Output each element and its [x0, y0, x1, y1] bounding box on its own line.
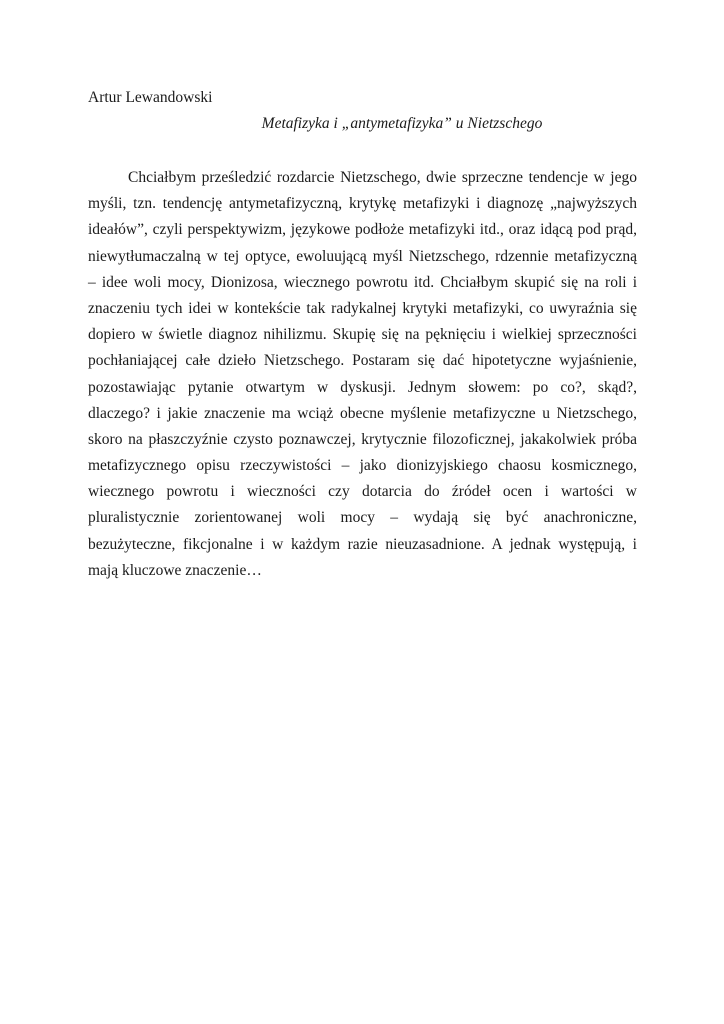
paragraph-line: metafizycznego opisu rzeczywistości – jako dionizyjskiego chaosu kosmicznego, [88, 457, 637, 475]
paragraph-line: skoro na płaszczyźnie czysto poznawczej, krytycznie filozoficznej, jakakolwiek próba [88, 430, 637, 448]
paragraph-line: pluralistycznie zorientowanej woli mocy – wydają się być anachroniczne, [88, 509, 637, 527]
paragraph-line: znaczeniu tych idei w kontekście tak radykalnej krytyki metafizyki, co uwyraźnia się [88, 299, 637, 317]
paragraph-line: pozostawiając pytanie otwartym w dyskusji. Jednym słowem: po co?, skąd?, [88, 378, 637, 396]
paragraph-line: dlaczego? i jakie znaczenie ma wciąż obecne myślenie metafizyczne u Nietzschego, [88, 404, 637, 422]
paragraph-line: dopiero w świetle diagnoz nihilizmu. Skupię się na pęknięciu i wielkiej sprzeczności [88, 326, 637, 344]
paragraph-line: niewytłumaczalną w tej optyce, ewoluującą myśl Nietzschego, rdzennie metafizyczną [88, 247, 637, 265]
paragraph-line: bezużyteczne, fikcjonalne i w każdym razie nieuzasadnione. A jednak występują, i [88, 535, 637, 553]
body-paragraph [88, 165, 637, 584]
paragraph-line: Chciałbym prześledzić rozdarcie Nietzschego, dwie sprzeczne tendencje w jego [128, 169, 637, 186]
paragraph-line: wiecznego powrotu i wieczności czy dotarcia do źródeł ocen i wartości w [88, 483, 637, 501]
paragraph-line: ideałów”, czyli perspektywizm, językowe podłoże metafizyki itd., oraz idącą pod prąd, [88, 221, 637, 239]
paragraph-line: – idee woli mocy, Dionizosa, wiecznego powrotu itd. Chciałbym skupić się na roli i [88, 273, 637, 291]
paragraph-line: pochłaniającej całe dzieło Nietzschego. Postaram się dać hipotetyczne wyjaśnienie, [88, 352, 637, 370]
author-name: Artur Lewandowski [88, 89, 213, 106]
document-title: Metafizyka i „antymetafizyka” u Nietzschego [261, 115, 543, 132]
paragraph-line: mają kluczowe znaczenie… [88, 561, 262, 579]
paragraph-line: myśli, tzn. tendencję antymetafizyczną, krytykę metafizyki i diagnozę „najwyższych [88, 195, 637, 213]
